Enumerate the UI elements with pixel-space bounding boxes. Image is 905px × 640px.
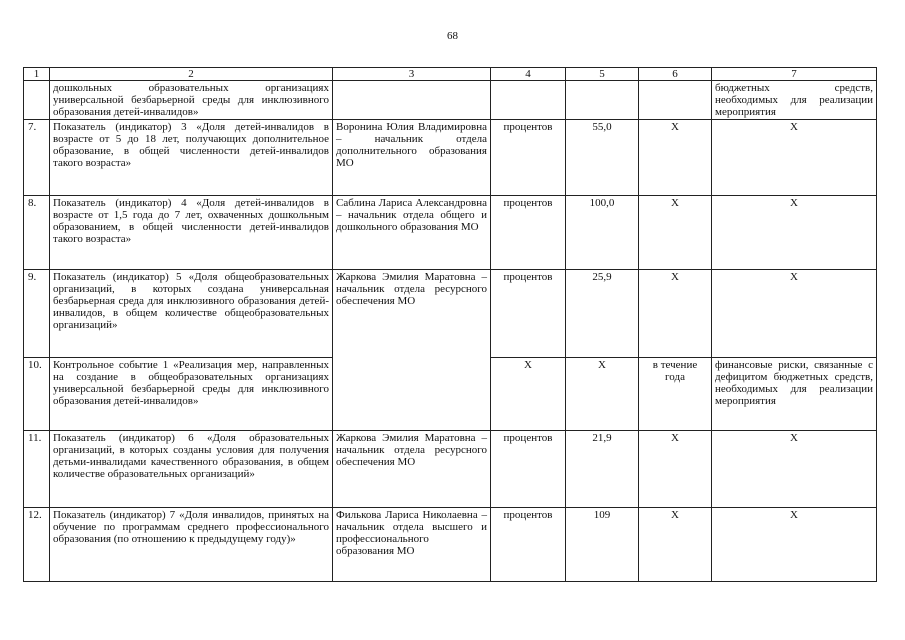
row-description: Показатель (индикатор) 7 «Доля инвалидов, принятых на обучение по программам среднего профессионального образования (по отношению к предыдущему году)» (50, 508, 333, 582)
row-unit (491, 81, 566, 120)
row-unit: Х (491, 358, 566, 431)
row-value: 109 (566, 508, 639, 582)
row-responsible: Воронина Юлия Владимировна – начальник отдела дополнительного образования МО (333, 120, 491, 196)
row-term: Х (639, 431, 712, 508)
column-header: 3 (333, 68, 491, 81)
column-header: 6 (639, 68, 712, 81)
table-row (24, 81, 877, 120)
row-responsible: Жаркова Эмилия Маратовна – начальник отдела ресурсного обеспечения МО (333, 270, 491, 358)
row-description: Показатель (индикатор) 4 «Доля детей-инвалидов в возрасте от 1,5 года до 7 лет, охваченных дошкольным образованием, в общей численности детей-инвалидов такого возраста» (50, 196, 333, 270)
table-row (24, 431, 877, 508)
row-risk: Х (712, 508, 877, 582)
row-number: 10. (24, 358, 50, 431)
column-header: 4 (491, 68, 566, 81)
row-term: в течение года (639, 358, 712, 431)
column-header: 2 (50, 68, 333, 81)
row-number: 9. (24, 270, 50, 358)
indicator-table (23, 67, 877, 582)
row-description: Показатель (индикатор) 5 «Доля общеобразовательных организаций, в которых создана универсальная безбарьерная среда для инклюзивного образования детей-инвалидов, в общем количестве общеобразовательных организаций» (50, 270, 333, 358)
row-risk: Х (712, 196, 877, 270)
row-unit: процентов (491, 120, 566, 196)
row-description: Контрольное событие 1 «Реализация мер, направленных на создание в общеобразовательных организациях универсальной безбарьерной среды для инклюзивного образования детей-инвалидов» (50, 358, 333, 431)
row-responsible (333, 358, 491, 431)
table-row (24, 270, 877, 358)
page-number: 68 (447, 30, 458, 42)
row-responsible: Саблина Лариса Александровна – начальник отдела общего и дошкольного образования МО (333, 196, 491, 270)
row-description: Показатель (индикатор) 3 «Доля детей-инвалидов в возрасте от 5 до 18 лет, получающих дополнительное образование, в общей численности детей-инвалидов такого возраста» (50, 120, 333, 196)
row-value: 55,0 (566, 120, 639, 196)
row-unit: процентов (491, 508, 566, 582)
column-header: 5 (566, 68, 639, 81)
row-value: 25,9 (566, 270, 639, 358)
row-risk: Х (712, 270, 877, 358)
row-unit: процентов (491, 431, 566, 508)
row-number: 7. (24, 120, 50, 196)
row-value (566, 81, 639, 120)
row-number (24, 81, 50, 120)
row-risk: Х (712, 431, 877, 508)
row-term (639, 81, 712, 120)
row-responsible: Филькова Лариса Николаевна – начальник отдела высшего и профессионального образования МО (333, 508, 491, 582)
row-risk: Х (712, 120, 877, 196)
row-responsible (333, 81, 491, 120)
row-number: 11. (24, 431, 50, 508)
row-description: Показатель (индикатор) 6 «Доля образовательных организаций, в которых созданы условия для получения детьми-инвалидами качественного образования, в общем количестве образовательных организаций» (50, 431, 333, 508)
table-row (24, 358, 877, 431)
table-row (24, 508, 877, 582)
row-unit: процентов (491, 270, 566, 358)
row-risk: финансовые риски, связанные с дефицитом бюджетных средств, необходимых для реализации мероприятия (712, 358, 877, 431)
row-value: Х (566, 358, 639, 431)
row-description: дошкольных образовательных организациях универсальной безбарьерной среды для инклюзивного образования детей-инвалидов» (50, 81, 333, 120)
table-row (24, 120, 877, 196)
row-responsible: Жаркова Эмилия Маратовна – начальник отдела ресурсного обеспечения МО (333, 431, 491, 508)
table-row (24, 196, 877, 270)
row-term: Х (639, 196, 712, 270)
row-value: 21,9 (566, 431, 639, 508)
table-header-row (24, 68, 877, 81)
column-header: 1 (24, 68, 50, 81)
column-header: 7 (712, 68, 877, 81)
row-term: Х (639, 120, 712, 196)
row-number: 8. (24, 196, 50, 270)
row-value: 100,0 (566, 196, 639, 270)
row-term: Х (639, 508, 712, 582)
row-number: 12. (24, 508, 50, 582)
row-risk: бюджетных средств, необходимых для реализации мероприятия (712, 81, 877, 120)
row-unit: процентов (491, 196, 566, 270)
row-term: Х (639, 270, 712, 358)
